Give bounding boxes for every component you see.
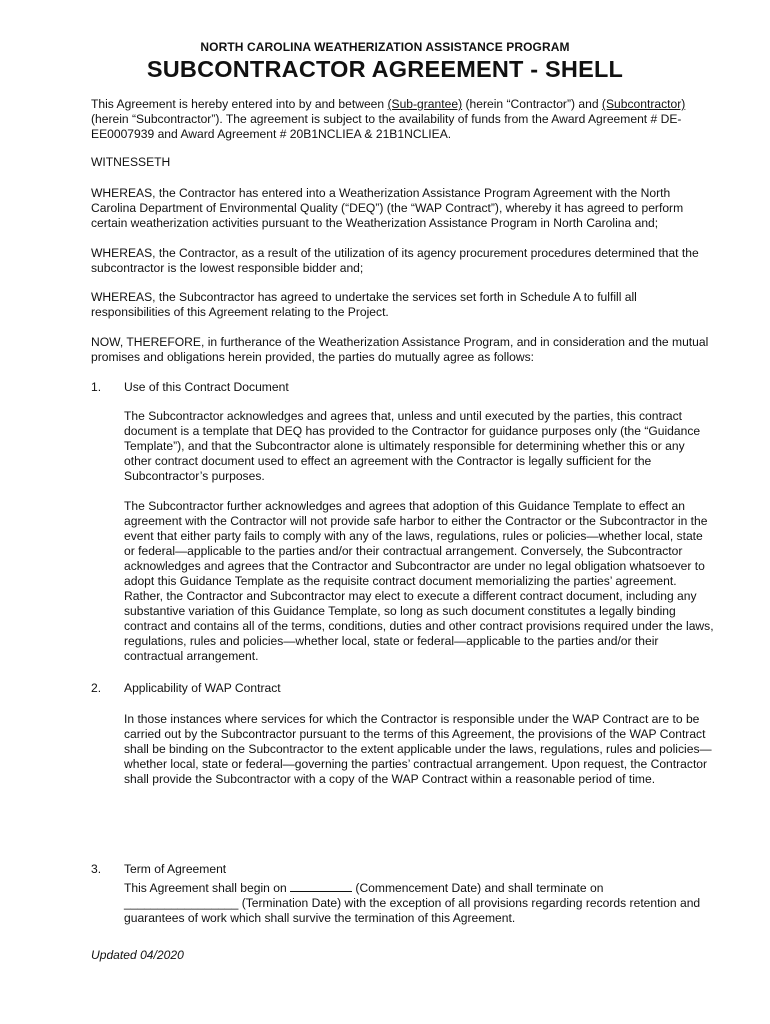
section-2-paragraph-1: In those instances where services for which the Contractor is responsible under the WAP Contract are to be carried out by the Subcontractor pursuant to the terms of this Agreement, the provisions of the WAP Contract shall be binding on the Subcontractor to the extent applicable under the laws, regulations, rules and policies—whether local, state or federal—governing the parties’ contractual arrangement. Upon request, the Contractor shall provide the Subcontractor with a copy of the WAP Contract within a reasonable period of time. xyxy=(124,712,712,786)
section-2-title: Applicability of WAP Contract xyxy=(124,681,281,695)
page-title: SUBCONTRACTOR AGREEMENT - SHELL xyxy=(146,56,624,82)
intro-text-3: (herein “Subcontractor”). The agreement is subject to the availability of funds from the Award Agreement # DE-EE0007939 and Award Agreement # 20B1NCLIEA & 21B1NCLIEA. xyxy=(91,112,682,141)
section-1-title: Use of this Contract Document xyxy=(124,380,289,394)
section-2-number: 2. xyxy=(91,681,102,695)
termination-text: (Termination Date) with the exception of all provisions regarding records retention and guarantees of work which shall survive the termination of this Agreement. xyxy=(124,896,701,925)
intro-paragraph xyxy=(91,97,711,142)
section-3-number: 3. xyxy=(91,862,102,876)
now-therefore-paragraph: NOW, THEREFORE, in furtherance of the Weatherization Assistance Program, and in consideration and the mutual promises and obligations herein provided, the parties do mutually agree as follows: xyxy=(91,335,709,364)
subcontractor-field[interactable]: (Subcontractor) xyxy=(601,97,686,111)
intro-text-1: This Agreement is hereby entered into by and between xyxy=(91,97,388,111)
subgrantee-field[interactable]: (Sub-grantee) xyxy=(387,97,463,111)
termination-date-blank[interactable]: _________________ xyxy=(124,896,239,910)
commencement-date-blank[interactable] xyxy=(290,880,352,892)
witnesseth-heading: WITNESSETH xyxy=(91,155,171,169)
section-1-paragraph-2: The Subcontractor further acknowledges and agrees that adoption of this Guidance Template to effect an agreement with the Contractor will not provide safe harbor to either the Contractor or the Subcontractor in the event that either party fails to comply with any of the laws, regulations, rules or policies—whether local, state or federal—applicable to the parties and/or their contractual arrangement. Conversely, the Subcontractor acknowledges and agrees that the Contractor and Subcontractor are under no legal obligation whatsoever to adopt this Guidance Template as the requisite contract document memorializing the parties’ agreement. Rather, the Contractor and Subcontractor may elect to execute a different contract document, including any substantive variation of this Guidance Template, so long as such document constitutes a legally binding contract and contains all of the terms, conditions, duties and other contract provisions required under the laws, regulations, rules and policies—whether local, state or federal—applicable to the parties and/or their contractual arrangement. xyxy=(124,499,714,663)
term-begin-text: This Agreement shall begin on xyxy=(124,881,291,895)
section-1-number: 1. xyxy=(91,380,102,394)
section-3-title: Term of Agreement xyxy=(124,862,227,876)
section-1-paragraph-1: The Subcontractor acknowledges and agrees that, unless and until executed by the parties, this contract document is a template that DEQ has provided to the Contractor for guidance purposes only (the “Guidance Template”), and that the Subcontractor alone is ultimately responsible for determining whether this or any other contract document used to effect an agreement with the Contractor is legally sufficient for the Subcontractor’s purposes. xyxy=(124,409,701,483)
commencement-text: (Commencement Date) and shall terminate on xyxy=(352,881,604,895)
updated-date-footer: Updated 04/2020 xyxy=(91,948,184,962)
intro-text-2: (herein “Contractor”) and xyxy=(462,97,602,111)
whereas-paragraph-1: WHEREAS, the Contractor has entered into a Weatherization Assistance Program Agreement with the North Carolina Department of Environmental Quality (“DEQ”) (the “WAP Contract”), whereby it has agreed to perform certain weatherization activities pursuant to the Weatherization Assistance Program in North Carolina and; xyxy=(91,186,684,230)
program-heading: NORTH CAROLINA WEATHERIZATION ASSISTANCE PROGRAM xyxy=(200,40,570,54)
whereas-paragraph-2: WHEREAS, the Contractor, as a result of the utilization of its agency procurement procedures determined that the subcontractor is the lowest responsible bidder and; xyxy=(91,246,699,275)
whereas-paragraph-3: WHEREAS, the Subcontractor has agreed to undertake the services set forth in Schedule A to fulfill all responsibilities of this Agreement relating to the Project. xyxy=(91,290,637,319)
section-3-term-paragraph xyxy=(124,880,714,926)
